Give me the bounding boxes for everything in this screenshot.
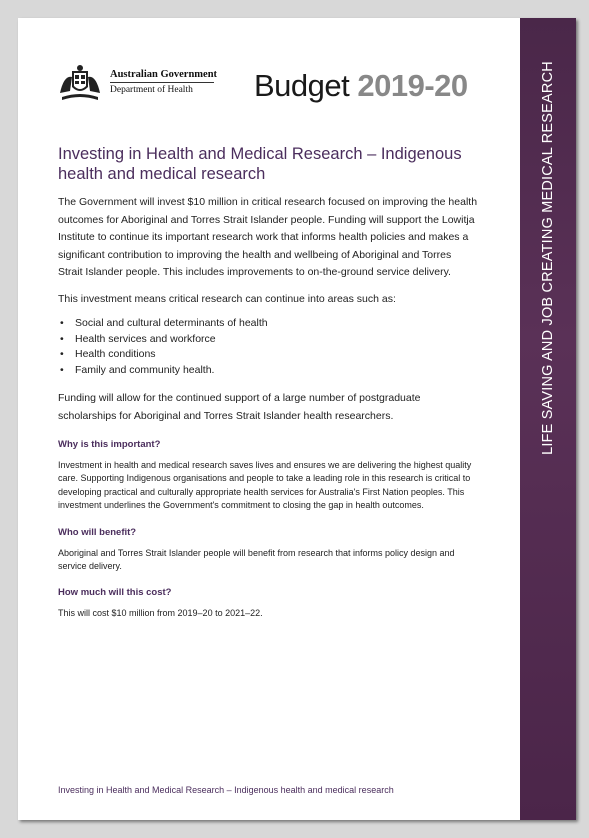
coat-of-arms-icon <box>58 63 102 103</box>
list-item-text: Social and cultural determinants of health <box>75 317 268 329</box>
document-page <box>18 18 576 820</box>
bullet-glyph: • <box>60 363 64 376</box>
gov-name: Australian Government <box>110 69 218 80</box>
budget-year: 2019-20 <box>357 68 468 103</box>
list-item-text: Family and community health. <box>75 363 215 376</box>
section-heading-cost: How much will this cost? <box>58 587 172 599</box>
section-heading-why: Why is this important? <box>58 439 161 450</box>
bullet-glyph: • <box>60 348 64 360</box>
list-item <box>58 347 478 363</box>
list-item <box>58 363 478 379</box>
intro-paragraph: The Government will invest $10 million in critical research focused on improving the health outcomes for Aboriginal and Torres Strait Islander people. Funding will support the Lowitja Institute to continue its important research work that informs health policies and makes a significant contribution to improving the health and wellbeing of Aboriginal and Torres Strait Islander people. This includes improvements to on-the-ground service delivery. <box>58 196 478 278</box>
funding-paragraph: Funding will allow for the continued support of a large number of postgraduate scholarships for Aboriginal and Torres Strait Islander health researchers. <box>58 392 421 422</box>
list-item-text: Health conditions <box>75 348 156 360</box>
budget-heading <box>254 68 468 104</box>
sidebar-banner <box>520 18 576 820</box>
logo-rule <box>110 82 214 83</box>
bullet-glyph: • <box>60 332 64 345</box>
section-body-who: Aboriginal and Torres Strait Islander people will benefit from research that informs policy design and service delivery. <box>58 547 455 572</box>
section-heading-who: Who will benefit? <box>58 526 137 538</box>
list-item-text: Health services and workforce <box>75 332 216 345</box>
research-areas-list <box>58 316 478 378</box>
main-content <box>58 194 478 621</box>
section-body-why: Investment in health and medical research saves lives and ensures we are delivering the highest quality care. Supporting Indigenous organisations and people to take a leading role in this research is critical to developing practical and culturally appropriate health services for Australia's First Nation peoples. This investment underlines the Government's commitment to closing the gap in health outcomes. <box>58 460 472 511</box>
areas-intro: This investment means critical research can continue into areas such as: <box>58 292 396 305</box>
bullet-glyph: • <box>60 317 64 329</box>
budget-word: Budget <box>254 68 350 103</box>
sidebar-text: LIFE SAVING AND JOB CREATING MEDICAL RESEARCH <box>540 61 556 455</box>
list-item <box>58 332 478 348</box>
department-name: Department of Health <box>110 85 193 95</box>
page-footer: Investing in Health and Medical Research – Indigenous health and medical research <box>58 785 394 795</box>
page-title: Investing in Health and Medical Research – Indigenous health and medical research <box>58 145 462 183</box>
list-item <box>58 316 478 332</box>
section-body-cost: This will cost $10 million from 2019–20 to 2021–22. <box>58 608 263 619</box>
government-logo <box>58 63 228 103</box>
